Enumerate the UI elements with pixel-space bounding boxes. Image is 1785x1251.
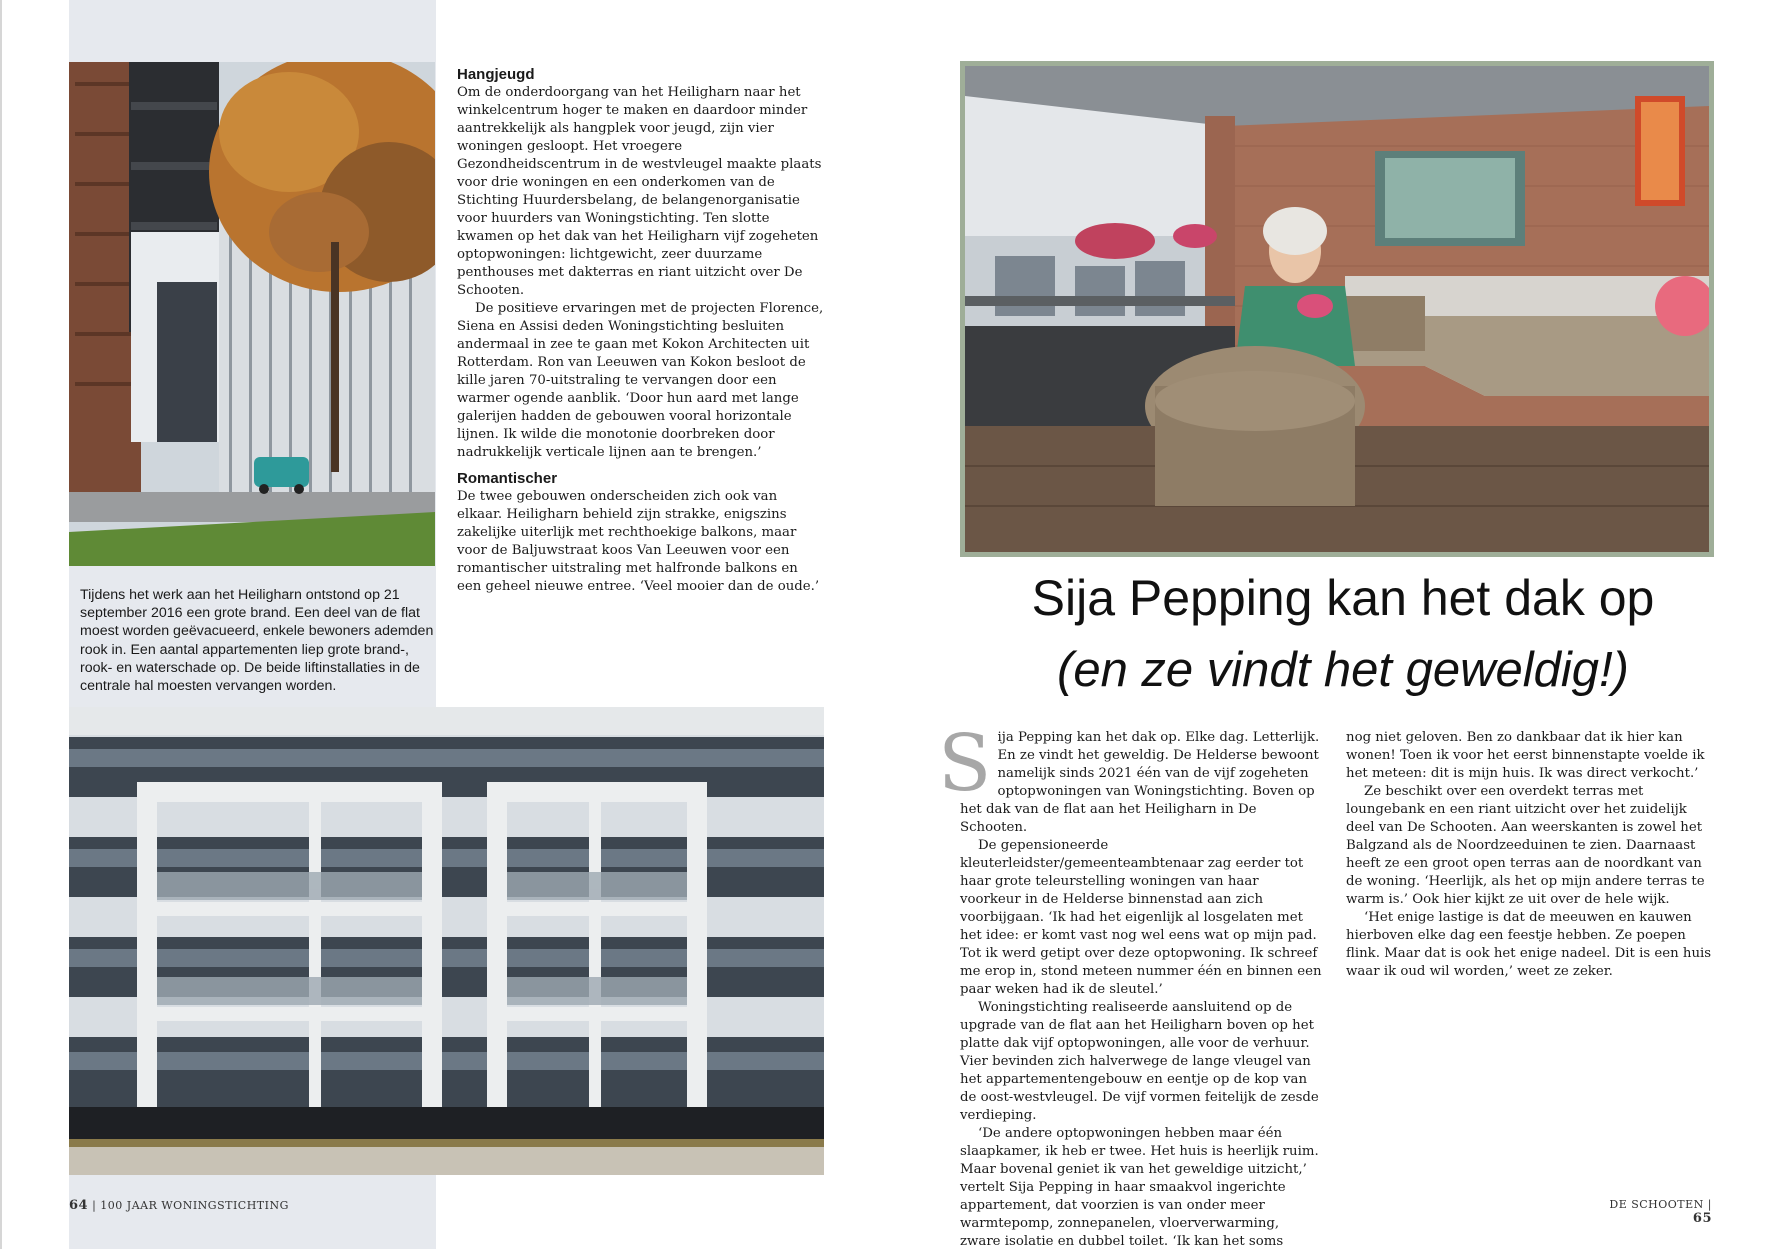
folio-title-left: 100 JAAR WONINGSTICHTING <box>100 1199 289 1212</box>
paragraph: Woningstichting realiseerde aansluitend op de upgrade van de flat aan het Heiligharn boven op het platte dak vijf optopwoningen, alle voor de verhuur. Vier bevinden zich halverwege de lange vleugel van het appartementengebouw en eentje op de kop van de oost-westvleugel. De vijf vormen feitelijk de zesde verdieping. <box>960 1000 1319 1123</box>
page-edge <box>0 0 2 1249</box>
heading-romantischer: Romantischer <box>457 470 558 487</box>
right-text-column-1 <box>938 719 1322 1251</box>
paragraph: ija Pepping kan het dak op. Elke dag. Letterlijk. En ze vindt het geweldig. De Helderse bewoont namelijk sinds 2021 één van de vijf zogeheten optopwoningen van Woningstichting. Boven op het dak van de flat aan het Heiligharn in De Schooten. <box>960 730 1320 835</box>
fire-caption: Tijdens het werk aan het Heiligharn ontstond op 21 september 2016 een grote brand. Een deel van de flat moest worden geëvacueerd, enkele bewoners ademden rook in. Een aantal appartementen liep grote brand-, rook- en waterschade op. De beide liftinstallaties in de centrale hal moesten vervangen worden. <box>80 587 434 695</box>
paragraph: ‘De andere optopwoningen hebben maar één slaapkamer, ik heb er twee. Het huis is heerlijk ruim. Maar bovenal geniet ik van het geweldige uitzicht,’ vertelt Sija Pepping in haar smaakvol ingerichte appartement, dat voorzien is van onder meer warmtepomp, zonnepanelen, vloerverwarming, zware isolatie en dubbel toilet. ‘Ik kan het soms <box>960 1126 1319 1249</box>
building-autumn-tree-photo <box>69 62 435 566</box>
paragraph: nog niet geloven. Ben zo dankbaar dat ik hier kan wonen! Toen ik voor het eerst binnenstapte voelde ik het meteen: dit is mijn huis. Ik was direct verkocht.’ <box>1346 730 1705 781</box>
terrace-portrait-photo <box>965 66 1709 552</box>
left-folio: 64 | 100 JAAR WONINGSTICHTING <box>69 1198 289 1213</box>
paragraph: De twee gebouwen onderscheiden zich ook van elkaar. Heiligharn behield zijn strakke, enigszins zakelijke uiterlijk met rechthoekige balkons, maar voor de Baljuwstraat koos Van Leeuwen voor een romantischer uitstraling met halfronde balkons en een geheel nieuwe entree. ‘Veel mooier dan de oude.’ <box>457 489 820 594</box>
left-text-column <box>457 66 825 596</box>
paragraph: ‘Het enige lastige is dat de meeuwen en kauwen hierboven elke dag een feestje hebben. Ze poepen flink. Maar dat is ook het enige nadeel. Dit is een huis waar ik oud wil worden,’ weet ze zeker. <box>1346 910 1712 979</box>
folio-title-right: DE SCHOOTEN <box>1609 1198 1704 1211</box>
right-folio: DE SCHOOTEN | 65 <box>1609 1198 1712 1226</box>
article-subtitle: (en ze vindt het geweldig!) <box>1057 643 1629 697</box>
paragraph: De positieve ervaringen met de projecten Florence, Siena en Assisi deden Woningstichting besluiten andermaal in zee te gaan met Kokon Architecten uit Rotterdam. Ron van Leeuwen van Kokon besloot de kille jaren 70-uitstraling te vervangen door een warmer ogende aanblik. ‘Door hun aard met lange galerijen hadden de gebouwen vooral horizontale lijnen. Ik wilde die monotonie doorbreken door nadrukkelijk verticale lijnen aan te brengen.’ <box>457 301 824 460</box>
page-number-left: 64 <box>69 1198 89 1213</box>
right-text-column-2 <box>1346 729 1712 981</box>
paragraph: Ze beschikt over een overdekt terras met loungebank en een riant uitzicht over het zuidelijk deel van De Schooten. Aan weerskanten is zowel het Balgzand als de Noordzeeduinen te zien. Daarnaast heeft ze een groot open terras aan de noordkant van de woning. ‘Heerlijk, als het op mijn andere terras te warm is.’ Ook hier kijkt ze uit over de hele wijk. <box>1346 784 1705 907</box>
paragraph: De gepensioneerde kleuterleidster/gemeenteambtenaar zag eerder tot haar grote teleurstelling woningen van haar voorkeur in de Helderse binnenstad aan zich voorbijgaan. ‘Ik had het eigenlijk al losgelaten met het idee: er komt vast nog wel eens wat op mijn pad. Tot ik werd getipt over deze optopwoning. Ik schreef me erop in, stond meteen nummer één en binnen een paar weken had ik de sleutel.’ <box>960 838 1322 997</box>
apartment-facade-photo <box>69 707 824 1175</box>
heading-hangjeugd: Hangjeugd <box>457 66 535 83</box>
page-number-right: 65 <box>1692 1211 1712 1226</box>
paragraph: Om de onderdoorgang van het Heiligharn naar het winkelcentrum hoger te maken en daardoor minder aantrekkelijk als hangplek voor jeugd, zijn vier woningen gesloopt. Het vroegere Gezondheidscentrum in de westvleugel maakte plaats voor drie woningen en een onderkomen van de Stichting Huurdersbelang, de belangenorganisatie voor huurders van Woningstichting. Ten slotte kwamen op het dak van het Heiligharn vijf zogeheten optopwoningen: lichtgewicht, zeer duurzame penthouses met dakterras en riant uitzicht over De Schooten. <box>457 85 822 298</box>
article-title: Sija Pepping kan het dak op <box>1031 570 1655 626</box>
dropcap: S <box>938 719 992 809</box>
